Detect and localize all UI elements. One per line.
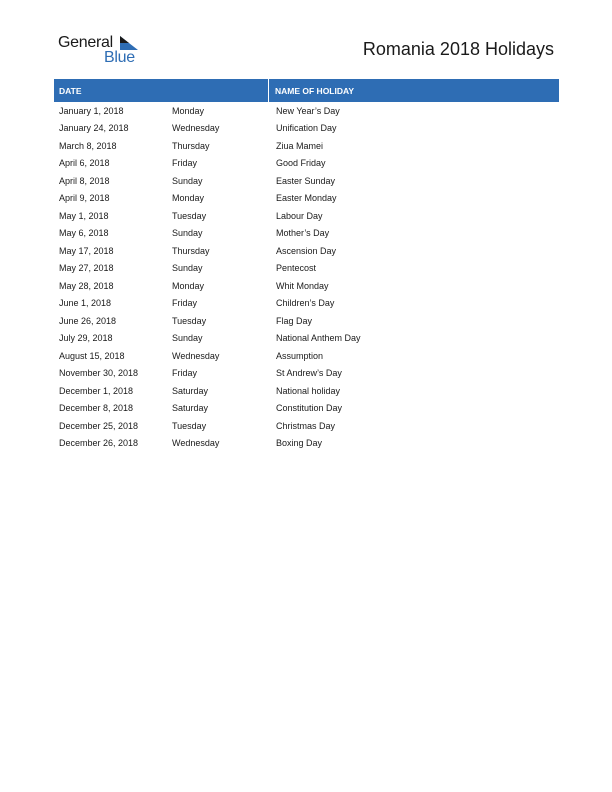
cell-weekday: Saturday xyxy=(172,385,209,396)
cell-holiday-name: Constitution Day xyxy=(276,403,343,414)
cell-weekday: Tuesday xyxy=(172,210,207,221)
cell-weekday: Saturday xyxy=(172,403,209,414)
cell-holiday-name: Assumption xyxy=(276,350,324,361)
cell-weekday: Monday xyxy=(172,193,205,204)
cell-holiday-name: Flag Day xyxy=(276,315,313,326)
cell-date: June 1, 2018 xyxy=(59,298,112,309)
cell-holiday-name: New Year’s Day xyxy=(276,105,340,116)
table-row xyxy=(54,190,559,208)
cell-holiday-name: National holiday xyxy=(276,385,341,396)
cell-date: April 6, 2018 xyxy=(59,158,110,169)
cell-weekday: Friday xyxy=(172,298,198,309)
cell-holiday-name: National Anthem Day xyxy=(276,333,361,344)
page-title: Romania 2018 Holidays xyxy=(362,39,554,59)
table-row xyxy=(54,155,559,173)
cell-weekday: Tuesday xyxy=(172,315,207,326)
cell-holiday-name: Whit Monday xyxy=(276,280,329,291)
logo xyxy=(58,34,148,68)
table-row xyxy=(54,347,559,365)
table-row xyxy=(54,207,559,225)
table-row xyxy=(54,172,559,190)
logo-triangle-icon xyxy=(120,36,138,50)
cell-holiday-name: Labour Day xyxy=(276,210,323,221)
cell-weekday: Sunday xyxy=(172,333,203,344)
table-header xyxy=(54,79,559,102)
table-row xyxy=(54,260,559,278)
table-row xyxy=(54,417,559,435)
cell-weekday: Friday xyxy=(172,158,198,169)
cell-weekday: Friday xyxy=(172,368,198,379)
table-row xyxy=(54,312,559,330)
table-row xyxy=(54,382,559,400)
cell-holiday-name: Pentecost xyxy=(276,263,317,274)
cell-weekday: Wednesday xyxy=(172,438,220,449)
logo-word-blue: Blue xyxy=(104,49,135,66)
cell-holiday-name: Boxing Day xyxy=(276,438,323,449)
table-row xyxy=(54,400,559,418)
cell-date: December 1, 2018 xyxy=(59,385,134,396)
cell-date: May 17, 2018 xyxy=(59,245,114,256)
table-row xyxy=(54,102,559,120)
table-row xyxy=(54,277,559,295)
cell-date: December 25, 2018 xyxy=(59,420,139,431)
cell-date: April 8, 2018 xyxy=(59,175,110,186)
table-row xyxy=(54,435,559,453)
cell-date: August 15, 2018 xyxy=(59,350,125,361)
cell-date: May 6, 2018 xyxy=(59,228,109,239)
header-holiday-name: NAME OF HOLIDAY xyxy=(275,85,355,96)
cell-holiday-name: Good Friday xyxy=(276,158,326,169)
cell-holiday-name: Children’s Day xyxy=(276,298,335,309)
cell-holiday-name: St Andrew’s Day xyxy=(276,368,342,379)
cell-holiday-name: Easter Monday xyxy=(276,193,337,204)
cell-weekday: Thursday xyxy=(172,245,210,256)
table-row xyxy=(54,137,559,155)
logo-word-general: General xyxy=(58,34,113,51)
table-row xyxy=(54,225,559,243)
cell-holiday-name: Mother’s Day xyxy=(276,228,330,239)
cell-date: January 24, 2018 xyxy=(59,123,129,134)
cell-date: April 9, 2018 xyxy=(59,193,110,204)
cell-weekday: Monday xyxy=(172,280,205,291)
cell-holiday-name: Ziua Mamei xyxy=(276,140,324,151)
cell-weekday: Monday xyxy=(172,105,205,116)
cell-holiday-name: Christmas Day xyxy=(276,420,336,431)
cell-date: March 8, 2018 xyxy=(59,140,117,151)
cell-date: May 1, 2018 xyxy=(59,210,109,221)
cell-date: November 30, 2018 xyxy=(59,368,139,379)
cell-date: May 28, 2018 xyxy=(59,280,114,291)
cell-weekday: Wednesday xyxy=(172,350,220,361)
cell-date: January 1, 2018 xyxy=(59,105,124,116)
table-row xyxy=(54,365,559,383)
cell-weekday: Sunday xyxy=(172,175,203,186)
cell-weekday: Sunday xyxy=(172,228,203,239)
table-row xyxy=(54,330,559,348)
cell-date: December 8, 2018 xyxy=(59,403,134,414)
header-date: DATE xyxy=(54,79,269,102)
cell-weekday: Sunday xyxy=(172,263,203,274)
holidays-table xyxy=(54,79,559,452)
table-row xyxy=(54,295,559,313)
cell-weekday: Thursday xyxy=(172,140,210,151)
cell-holiday-name: Ascension Day xyxy=(276,245,337,256)
cell-holiday-name: Unification Day xyxy=(276,123,337,134)
table-body xyxy=(54,102,559,452)
cell-holiday-name: Easter Sunday xyxy=(276,175,336,186)
cell-weekday: Tuesday xyxy=(172,420,207,431)
table-row xyxy=(54,120,559,138)
cell-date: December 26, 2018 xyxy=(59,438,139,449)
cell-weekday: Wednesday xyxy=(172,123,220,134)
cell-date: May 27, 2018 xyxy=(59,263,114,274)
cell-date: July 29, 2018 xyxy=(59,333,113,344)
cell-date: June 26, 2018 xyxy=(59,315,117,326)
table-row xyxy=(54,242,559,260)
